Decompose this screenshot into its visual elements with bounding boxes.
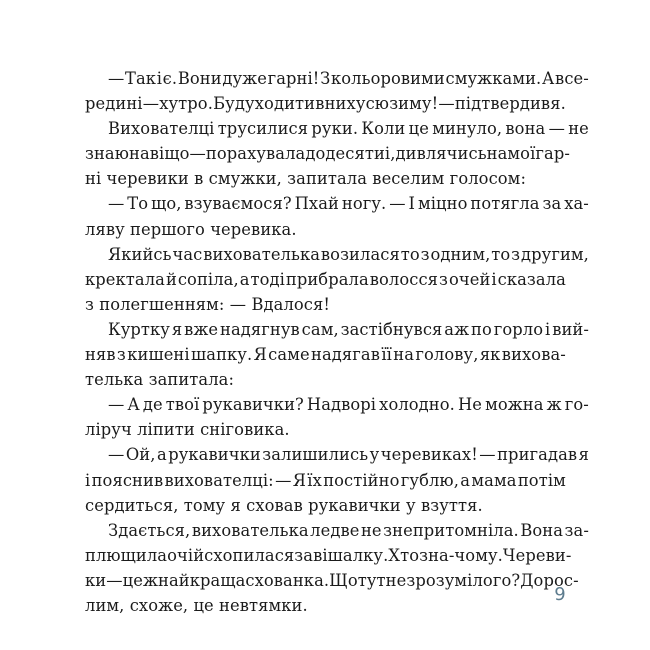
text-word: і	[156, 69, 163, 88]
text-word: підтвердив	[454, 94, 551, 114]
text-line: з полегшенням: — Вдалося!	[85, 294, 331, 314]
text-word: Так	[125, 69, 157, 88]
text-word: —	[106, 570, 123, 590]
text-word: і,	[384, 144, 396, 164]
text-word: З	[320, 69, 331, 88]
text-word: холодно.	[379, 395, 455, 415]
text-word: Буду	[213, 94, 255, 114]
text-line	[85, 91, 566, 116]
page-text-body	[85, 66, 589, 618]
text-word: хутро.	[159, 94, 213, 114]
text-word: Вони	[177, 69, 222, 88]
text-word: тоді	[250, 269, 285, 289]
text-word: Дорос-	[520, 570, 579, 590]
text-word: аж	[444, 319, 470, 339]
text-line	[85, 468, 566, 493]
text-word: десяти	[325, 144, 385, 164]
text-word: а	[156, 445, 167, 465]
text-word: —	[275, 470, 292, 490]
text-word: як	[479, 345, 501, 365]
text-word: надягав	[311, 345, 380, 365]
text-word: —	[108, 395, 125, 415]
text-word: вихователці:	[164, 470, 274, 490]
text-word: з	[439, 269, 448, 289]
text-word: дуже	[222, 69, 267, 88]
text-word: —	[548, 119, 565, 139]
text-word: гублю,	[400, 470, 459, 490]
text-word: мої	[507, 144, 536, 164]
text-word: —	[438, 94, 455, 114]
text-word: дивлячись	[395, 144, 487, 164]
text-line	[85, 392, 589, 417]
text-line: телька запитала:	[85, 370, 235, 390]
text-word: Надворі	[306, 395, 377, 415]
text-word: плющила	[85, 545, 168, 565]
text-word: знаю	[85, 144, 130, 164]
text-line: ні черевики в смужки, запитала веселим голосом:	[85, 169, 527, 189]
text-line: ляву першого черевика.	[85, 219, 297, 239]
text-word: саме	[268, 345, 310, 365]
text-line	[85, 442, 589, 467]
text-word: вихователька	[191, 520, 309, 540]
text-word: і	[545, 319, 551, 339]
text-word: Я	[253, 345, 267, 365]
text-word: це	[122, 570, 143, 590]
text-word: То	[127, 194, 149, 214]
text-word: возилася	[320, 244, 400, 264]
text-word: вішалку.	[313, 545, 389, 565]
text-word: вий-	[552, 319, 589, 339]
text-word: за-	[564, 520, 589, 540]
text-line: ліруч ліпити сніговика.	[85, 420, 290, 440]
text-word: одним,	[430, 244, 491, 264]
text-word: порахувала	[205, 144, 306, 164]
text-word: очі	[167, 545, 194, 565]
text-word: до	[305, 144, 326, 164]
text-word: рукавички	[168, 445, 261, 465]
text-line	[85, 518, 589, 543]
text-word: —	[479, 445, 496, 465]
text-word: ж	[546, 395, 562, 415]
text-word: Пхай	[294, 194, 339, 214]
text-word: я.	[550, 94, 566, 114]
text-word: пояснив	[91, 470, 164, 490]
text-word: Ой,	[125, 445, 156, 465]
text-word: минуло,	[432, 119, 503, 139]
text-word: ходити	[254, 94, 316, 114]
text-word: схопилася	[204, 545, 295, 565]
text-word: голову,	[415, 345, 479, 365]
text-word: я	[171, 319, 183, 339]
text-word: схованка.	[245, 570, 330, 590]
text-line	[85, 141, 570, 166]
text-word: не	[360, 520, 382, 540]
text-word: в	[315, 94, 325, 114]
text-word: А	[541, 69, 555, 88]
text-word: Вихователці	[108, 119, 215, 139]
text-word: потягла	[470, 194, 540, 214]
text-word: Хтозна-чому.	[388, 545, 503, 565]
text-word: пригадав	[497, 445, 578, 465]
text-word: міцно	[417, 194, 468, 214]
text-word: ногу.	[341, 194, 387, 214]
text-word: прибрала	[285, 269, 369, 289]
text-word: Вона	[520, 520, 564, 540]
text-word: Я	[292, 470, 306, 490]
text-word: Куртку	[108, 319, 170, 339]
text-word: навіщо	[129, 144, 190, 164]
text-word: сказала	[497, 269, 566, 289]
text-word: —	[108, 194, 125, 214]
text-word: за	[542, 194, 562, 214]
text-line	[85, 568, 579, 593]
text-word: знепритомніла.	[383, 520, 519, 540]
text-word: вихователька	[203, 244, 321, 264]
text-word: з	[420, 244, 430, 264]
text-word: ха-	[564, 194, 589, 214]
text-word: волосся	[369, 269, 439, 289]
text-word: смужками.	[445, 69, 542, 88]
text-word: зиму!	[389, 94, 439, 114]
text-word: і	[85, 470, 91, 490]
text-word: руки.	[311, 119, 359, 139]
text-word: найкраща	[158, 570, 246, 590]
text-line: лим, схоже, це невтямки.	[85, 595, 308, 615]
text-word: все-	[555, 69, 589, 88]
text-word: усю	[355, 94, 390, 114]
text-word: шапку.	[191, 345, 253, 365]
text-word: й	[165, 269, 177, 289]
text-line	[85, 267, 566, 292]
text-word: за	[294, 545, 314, 565]
text-word: є.	[162, 69, 178, 88]
text-word: І	[408, 194, 416, 214]
text-line	[85, 543, 572, 568]
text-word: а	[460, 470, 471, 490]
text-word: що,	[151, 194, 182, 214]
text-word: взуваємося?	[184, 194, 292, 214]
text-word: трусилися	[217, 119, 309, 139]
text-word: гар-	[535, 144, 570, 164]
text-word: редині	[85, 94, 143, 114]
text-word: кишені	[127, 345, 190, 365]
text-word: це	[408, 119, 429, 139]
text-word: їх	[307, 470, 322, 490]
text-word: го-	[564, 395, 589, 415]
text-word: з	[511, 244, 521, 264]
text-line	[85, 317, 589, 342]
text-word: час	[172, 244, 203, 264]
text-line	[85, 116, 589, 141]
page-number: 9	[554, 584, 566, 605]
text-word: постійно	[323, 470, 400, 490]
text-word: Що	[329, 570, 358, 590]
text-word: сопіла,	[177, 269, 239, 289]
text-line	[85, 66, 589, 91]
text-word: можна	[485, 395, 544, 415]
text-line	[85, 242, 589, 267]
text-word: надягнув	[220, 319, 300, 339]
text-word: застібнувся	[340, 319, 443, 339]
text-word: кректала	[85, 269, 165, 289]
text-word: кольоровими	[331, 69, 445, 88]
text-word: Коли	[361, 119, 406, 139]
text-word: —	[108, 445, 125, 465]
text-word: то	[400, 244, 420, 264]
text-word: очей	[448, 269, 491, 289]
text-word: —	[108, 69, 125, 88]
text-word: вже	[184, 319, 219, 339]
text-word: —	[389, 194, 406, 214]
text-word: горло	[493, 319, 544, 339]
text-word: по	[471, 319, 492, 339]
text-word: рукавички?	[202, 395, 304, 415]
text-word: то	[491, 244, 511, 264]
text-word: —	[142, 94, 160, 114]
text-word: ж	[142, 570, 159, 590]
text-word: твої	[165, 395, 200, 415]
text-word: няв	[85, 345, 116, 365]
text-word: на	[393, 345, 415, 365]
text-word: Череви-	[502, 545, 572, 565]
text-word: де	[142, 395, 163, 415]
text-word: на	[486, 144, 508, 164]
text-word: незрозумілого?	[385, 570, 521, 590]
text-word: я	[578, 445, 589, 465]
text-word: них	[324, 94, 356, 114]
text-word: —	[189, 144, 206, 164]
text-word: ки	[85, 570, 107, 590]
text-word: залишились	[262, 445, 369, 465]
text-word: Не	[457, 395, 483, 415]
text-line: сердиться, тому я сховав рукавички у взуття.	[85, 495, 483, 515]
text-word: і	[491, 269, 497, 289]
text-word: потім	[517, 470, 566, 490]
text-word: й	[193, 545, 205, 565]
text-word: вона	[505, 119, 546, 139]
text-word: гарні!	[267, 69, 320, 88]
text-line	[85, 342, 566, 367]
text-word: сам,	[301, 319, 339, 339]
text-word: її	[381, 345, 392, 365]
text-word: тут	[357, 570, 386, 590]
text-word: другим,	[521, 244, 589, 264]
text-word: черевиках!	[380, 445, 478, 465]
text-word: мама	[471, 470, 517, 490]
text-line	[85, 191, 589, 216]
text-word: Якийсь	[108, 244, 172, 264]
text-word: у	[369, 445, 380, 465]
text-word: вихова-	[501, 345, 566, 365]
text-word: ледве	[310, 520, 360, 540]
text-word: Здається,	[108, 520, 191, 540]
text-word: з	[116, 345, 126, 365]
text-word: а	[239, 269, 250, 289]
text-word: А	[127, 395, 140, 415]
text-word: не	[568, 119, 589, 139]
